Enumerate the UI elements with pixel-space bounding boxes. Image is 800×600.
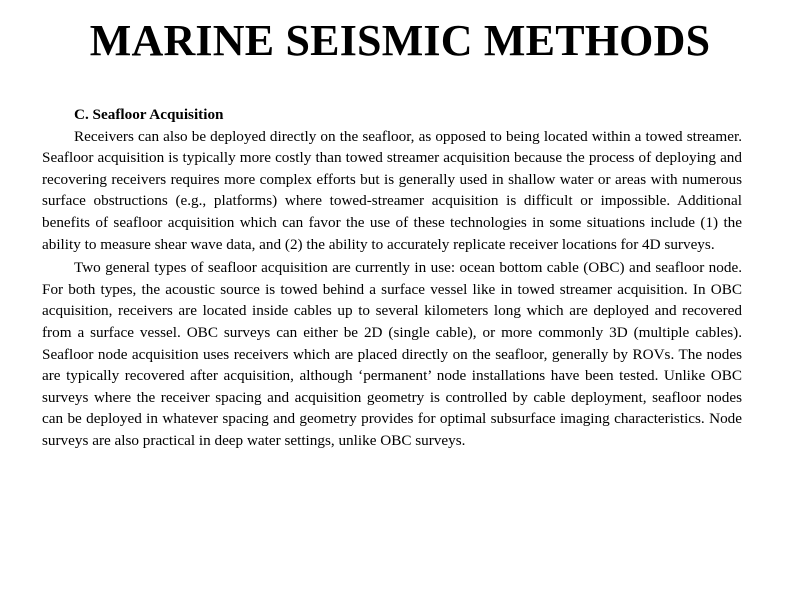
section-heading: C. Seafloor Acquisition: [74, 106, 224, 123]
paragraph-seafloor-overview: Receivers can also be deployed directly on the seafloor, as opposed to being located within a towed streamer. Seafloor acquisition is typically more costly than towed streamer acquisition because the process of deploying and recovering receivers requires more complex efforts but is generally used in shallow water or areas with numerous surface obstructions (e.g., platforms) where towed-streamer acquisition is difficult or impossible. Additional benefits of seafloor acquisition which can favor the use of these technologies in some situations include (1) the ability to measure shear wave data, and (2) the ability to accurately replicate receiver locations for 4D surveys.: [42, 127, 742, 253]
slide-body: [42, 104, 742, 452]
paragraph-acquisition-types: Two general types of seafloor acquisition are currently in use: ocean bottom cable (OBC) and seafloor node. For both types, the acoustic source is towed behind a surface vessel like in towed streamer acquisition. In OBC acquisition, receivers are located inside cables up to several kilometers long which are deployed and recovered from a surface vessel. OBC surveys can either be 2D (single cable), or more commonly 3D (multiple cables). Seafloor node acquisition uses receivers which are placed directly on the seafloor, generally by ROVs. The nodes are typically recovered after acquisition, although ‘permanent’ node installations have been tested. Unlike OBC surveys where the receiver spacing and acquisition geometry is controlled by cable deployment, seafloor nodes can be deployed in whatever spacing and geometry provides for optimal subsurface imaging characteristics. Node surveys are also practical in deep water settings, unlike OBC surveys.: [42, 259, 742, 449]
slide-title: MARINE SEISMIC METHODS: [89, 16, 711, 65]
